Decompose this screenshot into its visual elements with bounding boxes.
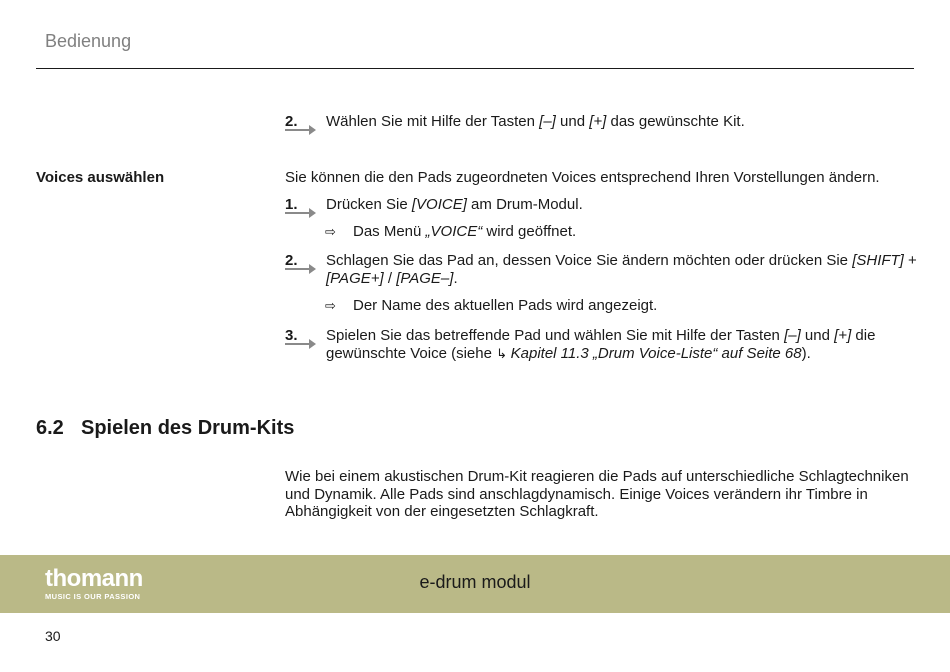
- step-number: 2.: [285, 252, 298, 269]
- step-text: Schlagen Sie das Pad an, dessen Voice Sie ändern möchten oder drücken Sie [SHIFT] + [PAGE+] / [PAGE–].: [326, 252, 917, 287]
- result-text: Der Name des aktuellen Pads wird angezeigt.: [353, 297, 658, 314]
- step-number-marker: [285, 196, 319, 218]
- step-text: Wählen Sie mit Hilfe der Tasten [–] und [+] das gewünschte Kit.: [326, 113, 745, 130]
- step-arrow-icon: [285, 327, 319, 349]
- header-title: Bedienung: [45, 31, 132, 51]
- logo-tagline: MUSIC IS OUR PASSION: [45, 592, 141, 601]
- step-arrow-icon: [285, 196, 319, 218]
- key-page-plus: [PAGE+]: [326, 269, 384, 287]
- step-number-marker: [285, 327, 319, 349]
- key-plus: [+]: [589, 113, 607, 130]
- step-arrow-icon: [285, 252, 319, 274]
- key-minus: [–]: [784, 327, 801, 344]
- result-text: Das Menü „VOICE“ wird geöffnet.: [353, 223, 577, 240]
- footer-band: [0, 555, 950, 613]
- logo-wordmark: thomann: [45, 565, 143, 592]
- step-arrow-icon: [285, 113, 319, 135]
- result-arrow-icon: ⇨: [325, 224, 336, 239]
- section-title: Spielen des Drum-Kits: [81, 417, 295, 439]
- key-voice: [VOICE]: [411, 196, 467, 213]
- step-number: 2.: [285, 113, 298, 130]
- key-minus: [–]: [539, 113, 556, 130]
- key-page-minus: [PAGE–]: [396, 269, 454, 287]
- link-arrow-icon: ↳: [496, 345, 511, 361]
- header-divider: [36, 68, 914, 69]
- step-number-marker: [285, 113, 319, 135]
- step-text: Spielen Sie das betreffende Pad und wählen Sie mit Hilfe der Tasten [–] und [+] die gewünschte Voice (siehe ↳ Kapitel 11.3 „Drum Voice-Liste“ auf Seite 68).: [326, 327, 876, 362]
- footer-product-name: e-drum modul: [419, 572, 531, 592]
- page-number: 30: [45, 628, 61, 644]
- side-label-voices: Voices auswählen: [36, 169, 165, 186]
- section-number: 6.2: [36, 417, 64, 439]
- result-arrow-icon: ⇨: [325, 298, 336, 313]
- key-plus: [+]: [834, 327, 852, 344]
- chapter-link[interactable]: Kapitel 11.3 „Drum Voice-Liste“ auf Seite 68: [510, 344, 802, 362]
- step-number: 1.: [285, 196, 298, 213]
- key-shift: [SHIFT]: [852, 252, 904, 269]
- voices-intro: Sie können die den Pads zugeordneten Voices entsprechend Ihren Vorstellungen ändern.: [285, 169, 880, 186]
- step-number-marker: [285, 252, 319, 274]
- step-text: Drücken Sie [VOICE] am Drum-Modul.: [326, 196, 583, 213]
- section-body: Wie bei einem akustischen Drum-Kit reagieren die Pads auf unterschiedliche Schlagtechniken und Dynamik. Alle Pads sind anschlagdynamisch. Einige Voices verändern ihr Timbre in Abhängigkeit von der eingesetzten Schlagkraft.: [285, 468, 909, 520]
- step-number: 3.: [285, 327, 298, 344]
